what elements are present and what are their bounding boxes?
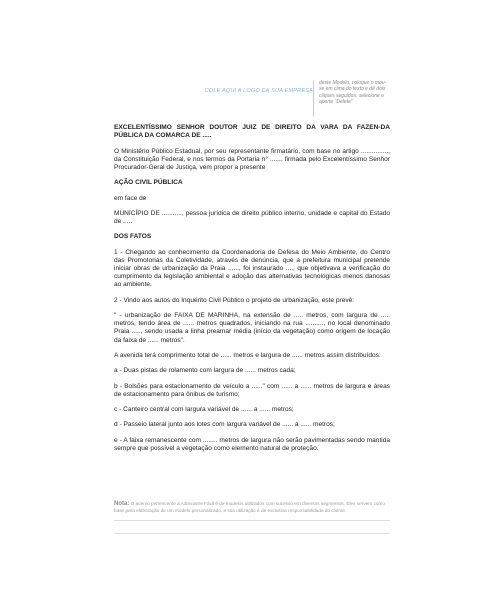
action-title: AÇÃO CIVIL PÚBLICA: [114, 179, 183, 187]
template-hint-box: [313, 80, 389, 116]
company-logo-placeholder: [185, 88, 313, 94]
document-body: [114, 124, 390, 460]
fact-paragraph: 1 - Chegando ao conhecimento da Coordenadoria de Defesa do Meio Ambiente, do Centro das Promotorias da Coletividade, através de denúncia, que a prefeitura municipal pretende iniciar obras de urbanização da Praia ......, foi instaurado ...., que objetivava a verificação do cumprimento da legislação ambiental e adoção das alternativas tecnológicas menos danosas ao ambiente.: [114, 248, 390, 289]
fact-paragraph: " - urbanização de FAIXA DE MARINHA, na extensão de ..... metros, com largura de ..... metros, tendo área de ...... metros quadrados, iniciando na rua .........., no local denominado Praia ....., sendo usada a linha preamar média (início da vegetação) como origem de locação da faixa de ...... metros".: [114, 312, 390, 344]
defendant-paragraph: MUNICÍPIO DE ..........., pessoa jurídica de direito público interno, unidade e capital do Estado de .....: [114, 209, 390, 225]
fact-paragraph: c - Canteiro central com largura variável de ...... a ...... metros;: [114, 406, 294, 413]
fact-paragraph: a - Duas pistas de rolamento com largura de ...... metros cada;: [114, 367, 296, 375]
intro-paragraph: O Ministério Público Estadual, por seu representante firmatário, com base no artigo ..............., da Constituição Federal, e nos termos da Portaria n° ......, firmada pelo Excelentíssimo Senhor Procurador-Geral de Justiça, vem propor a presente: [114, 147, 390, 171]
note-text: O acervo pertencente a Administre Fácil é de modelos utilizados com sucesso em diversos segmentos. Eles servem como base para elaboração de um modelo personalizado, e sua utilização é de exclusiva responsabilidade do cliente.: [114, 501, 385, 513]
facts-title: DOS FATOS: [114, 233, 152, 241]
hint-line: cliques seguidos, selecione e: [319, 92, 385, 99]
note-label: Nota:: [114, 501, 130, 507]
fact-paragraph: d - Passeio lateral junto aos lotes com largura variável de ...... a ...... metros;: [114, 421, 335, 429]
fact-paragraph: A avenida terá comprimento total de ...... metros e largura de ...... metros assim distribuídos:: [114, 351, 381, 359]
against-text: em face de: [114, 194, 147, 202]
footer-divider: [114, 520, 390, 521]
fact-paragraph: e - A faixa remanescente com ........ metros de largura não serão pavimentadas sendo mantida sempre que possível a vegetação como elemento natural de proteção.: [114, 436, 390, 452]
document-title: EXCELENTÍSSIMO SENHOR DOUTOR JUIZ DE DIREITO DA VARA DA FAZEN-DA PÚBLICA DA COMARCA DE .....: [114, 124, 390, 140]
fact-paragraph: b - Bolsões para estacionamento de veículo a ......" com ...... a ...... metros de largura e áreas de estacionamento para ônibus de turismo;: [114, 382, 390, 398]
hint-line: aperte "Delete": [319, 98, 353, 105]
logo-placeholder-text: COLE AQUI A LOGO DA SUA EMPRESA: [204, 88, 313, 94]
footer-divider: [114, 533, 390, 534]
fact-paragraph: 2 - Vindo aos autos do Inquérito Civil Público o projeto de urbanização, este prevê:: [114, 296, 355, 304]
footer-note: [114, 501, 390, 514]
hint-line: deste Modelo, coloque o mou-: [319, 80, 387, 86]
hint-line: se em cima do texto e dê dois: [319, 86, 386, 93]
